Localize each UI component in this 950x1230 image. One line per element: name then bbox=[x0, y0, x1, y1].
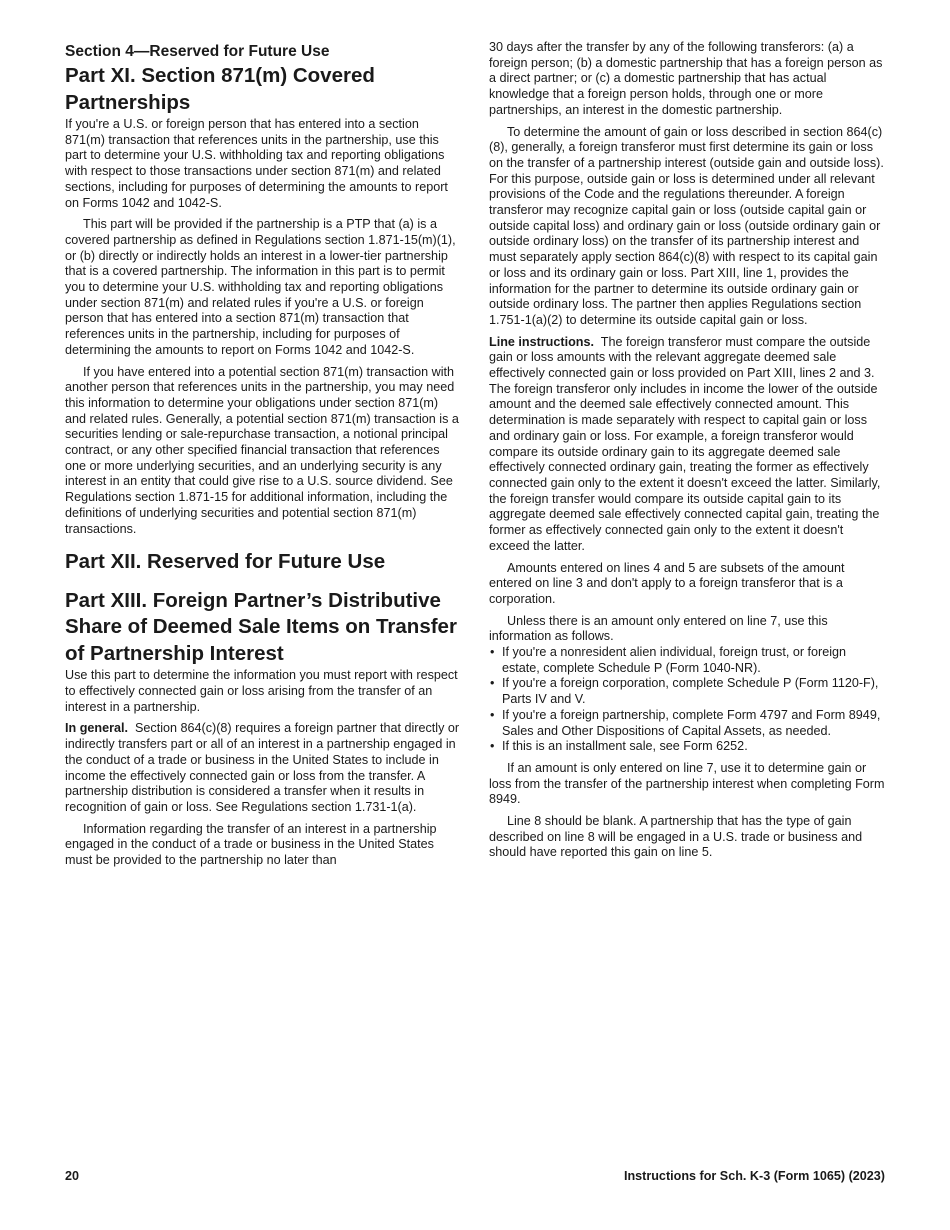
section-4-heading: Section 4—Reserved for Future Use bbox=[65, 43, 330, 60]
in-general-paragraph bbox=[65, 721, 461, 815]
continuation-paragraph: 30 days after the transfer by any of the following transferors: (a) a foreign person; (b) a domestic partnership that has a foreign person as a direct partner; or (c) a domestic partnership that has actual knowledge that a foreign person holds, through one or more partnerships, an interest in the domestic partnership. bbox=[489, 40, 883, 117]
left-column bbox=[65, 40, 461, 875]
amounts-lines-paragraph: Amounts entered on lines 4 and 5 are subsets of the amount entered on line 3 and don't apply to a foreign transferor that is a corporation. bbox=[489, 560, 845, 606]
determine-amount-paragraph: To determine the amount of gain or loss described in section 864(c)(8), generally, a foreign transferor must first determine its gain or loss on the transfer of a partnership interest (outside gain and outside loss). For this purpose, outside gain or loss is determined under all relevant provisions of the Code and the regulations thereunder. A foreign transferor may recognize capital gain or loss (outside capital gain or outside capital loss) and ordinary gain or loss (outside ordinary gain or outside ordinary loss) on the transfer of its partnership interest and must separately apply section 864(c)(8) with respect to its capital gain or loss and its ordinary gain or loss. Part XIII, line 1, provides the information for the partner to determine its outside ordinary gain or outside ordinary loss. The partner then applies Regulations section 1.751-1(a)(2) to determine its outside capital gain or loss. bbox=[489, 124, 884, 327]
bullet-item: • If this is an installment sale, see Form 6252. bbox=[489, 739, 885, 755]
line-instructions-paragraph bbox=[489, 335, 885, 555]
line-7-paragraph: If an amount is only entered on line 7, use it to determine gain or loss from the transfer of the partnership interest when completing Form 8949. bbox=[489, 760, 885, 807]
part-xi-heading: Part XI. Section 871(m) Covered Partnerships bbox=[65, 64, 375, 114]
part-xi-paragraph-1: If you're a U.S. or foreign person that has entered into a section 871(m) transaction that references units in the partnership, use this part to determine your U.S. withholding tax and reporting obligations with respect to those transactions under section 871(m) and related sections, including for purposes of determining the amounts to report on Forms 1042 and 1042-S. bbox=[65, 117, 448, 210]
part-xii-heading: Part XII. Reserved for Future Use bbox=[65, 550, 386, 574]
in-general-label: In general. bbox=[65, 721, 128, 736]
bullet-item: • If you're a nonresident alien individual, foreign trust, or foreign estate, complete Schedule P (Form 1040-NR). bbox=[489, 645, 885, 676]
usage-bullet-list bbox=[489, 645, 885, 755]
line-8-paragraph: Line 8 should be blank. A partnership that has the type of gain described on line 8 will be engaged in a U.S. trade or business and should have reported this gain on line 5. bbox=[489, 814, 863, 860]
line-instructions-label: Line instructions. bbox=[489, 334, 594, 349]
info-regarding-paragraph: Information regarding the transfer of an interest in a partnership engaged in the conduct of a trade or business in the United States must be provided to the partnership no later than bbox=[65, 821, 437, 868]
part-xiii-intro: Use this part to determine the information you must report with respect to effectively connected gain or loss arising from the transfer of an interest in a partnership. bbox=[65, 668, 458, 714]
footer-document-title: Instructions for Sch. K-3 (Form 1065) (2023) bbox=[623, 1169, 885, 1183]
bullet-item: • If you're a foreign corporation, complete Schedule P (Form 1120-F), Parts IV and V. bbox=[489, 676, 885, 707]
part-xiii-heading: Part XIII. Foreign Partner’s Distributive Share of Deemed Sale Items on Transfer of Partnership Interest bbox=[65, 588, 457, 665]
unless-paragraph: Unless there is an amount only entered on line 7, use this information as follows. bbox=[489, 613, 828, 644]
right-column bbox=[489, 40, 885, 867]
page-number: 20 bbox=[65, 1169, 80, 1183]
line-instructions-text: The foreign transferor must compare the outside gain or loss amounts with the relevant aggregate deemed sale effectively connected gain or loss provided on Part XIII, lines 2 and 3. The foreign transferor only includes in income the lower of the outside amount and the deemed sale effectively connected amount. This determination is made separately with respect to capital gain or loss and ordinary gain or loss. For example, a foreign transferor would compare its outside ordinary gain to its aggregate deemed sale effectively connected ordinary gain, treating the former as effectively connected gain only to the extent it doesn't exceed the latter. Similarly, the foreign transfer would compare its outside capital gain to its aggregate deemed sale effectively connected capital gain, treating the former as effectively connected gain only to the extent it doesn't exceed the latter. bbox=[489, 334, 881, 553]
part-xi-paragraph-2: This part will be provided if the partnership is a PTP that (a) is a covered partnership as defined in Regulations section 1.871-15(m)(1), or (b) directly or indirectly holds an interest in a lower-tier partnership that is a covered partnership. The information in this part is to permit you to determine your U.S. withholding tax and reporting obligations under section 871(m) and related rules if you're a U.S. or foreign person that has entered into a section 871(m) transaction that references units in the partnership, including for purposes of determining the amounts to report on Forms 1042 and 1042-S. bbox=[65, 217, 456, 357]
in-general-text: Section 864(c)(8) requires a foreign partner that directly or indirectly transfers part or all of an interest in a partnership engaged in the conduct of a trade or business in the United States to include in income the effectively connected gain or loss from the transfer. A partnership distribution is considered a transfer when it results in recognition of gain or loss. See Regulations section 1.731-1(a). bbox=[65, 721, 460, 814]
bullet-item: • If you're a foreign partnership, complete Form 4797 and Form 8949, Sales and Other Dispositions of Capital Assets, as needed. bbox=[489, 708, 885, 739]
part-xi-paragraph-3: If you have entered into a potential section 871(m) transaction with another person that references units in the partnership, you may need this information to determine your obligations under section 871(m) and related rules. Generally, a potential section 871(m) transaction is a securities lending or sale-repurchase transaction, a notional principal contract, or any other specified financial transaction that references one or more underlying securities, and an underlying security is any interest in an entity that could give rise to a U.S. source dividend. See Regulations section 1.871-15 for additional information, including the definitions of underlying securities and potential section 871(m) transactions. bbox=[65, 364, 459, 536]
